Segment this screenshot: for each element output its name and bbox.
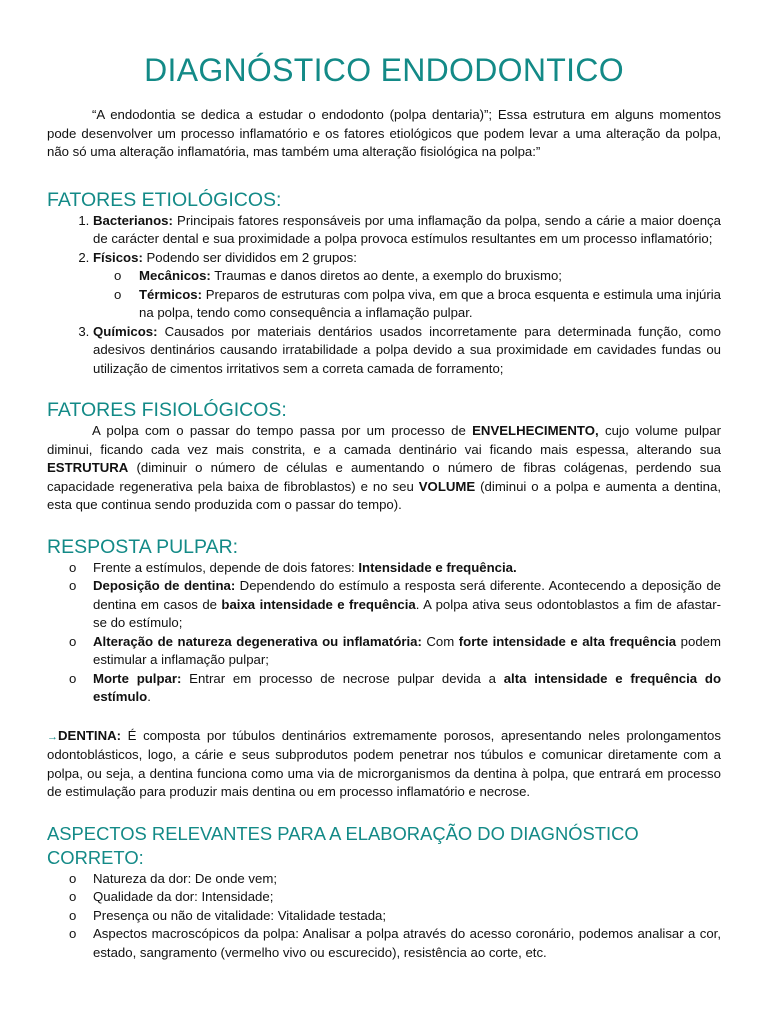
list-item	[93, 249, 721, 323]
bold-term: forte intensidade e alta frequência	[458, 633, 677, 649]
item-label: Bacterianos:	[93, 212, 173, 228]
text-run: (diminuir o número de células e aumentando o número de fibras colágenas, perdendo sua capacidade regenerativa pela baixa de fibroblastos) e no seu	[47, 460, 721, 494]
text-run: . A polpa ativa seus odontoblastos a fim de afastar-se do estímulo;	[93, 596, 721, 630]
item-label: Químicos:	[93, 323, 158, 339]
bullet-icon: o	[69, 907, 77, 923]
item-label: Morte pulpar:	[93, 670, 182, 686]
item-text: Causados por materiais dentários usados incorretamente para determinada função, como adesivos dentinários causando irratabilidade a polpa devido a sua proximidade em cavidades fundas ou utilização de cimentos irritativos sem a correta camada de forramento;	[93, 323, 721, 376]
text-run: É composta por túbulos dentinários extremamente porosos, apresentando neles prolongamentos odontoblásticos, logo, a cárie e seus subprodutos podem penetrar nos túbulos e comunicar diretamente com a polpa, ou seja, a dentina funciona como uma via de microrganismos da dentina à polpa, que entrará em processo de estimulação para produzir mais dentina ou em processo inflamatório e necrose.	[47, 727, 721, 799]
bullet-icon: o	[69, 578, 77, 593]
text-run: Aspectos macroscópicos da polpa: Analisar a polpa através do acesso coronário, podemos analisar a cor, estado, sangramento (vermelho vivo ou escurecido), resistência ao corte, etc.	[93, 926, 721, 960]
text-run: Qualidade da dor: Intensidade;	[93, 889, 274, 904]
list-item	[47, 907, 721, 926]
bullet-icon: o	[69, 926, 77, 941]
arrow-icon: →	[47, 730, 58, 743]
item-label: Físicos:	[93, 249, 143, 265]
list-item	[47, 888, 721, 907]
dentina-paragraph	[47, 727, 721, 802]
text-run: Entrar em processo de necrose pulpar devida a	[181, 670, 504, 686]
text-run: Dependendo do estímulo a resposta será diferente. Acontecendo a deposição de dentina em casos de	[93, 578, 721, 612]
list-item	[47, 633, 721, 670]
item-text: Podendo ser divididos em 2 grupos:	[142, 249, 357, 265]
text-run: Natureza da dor: De onde vem;	[93, 870, 277, 886]
text-run: .	[147, 689, 151, 704]
item-text: Preparos de estruturas com polpa viva, em que a broca esquenta e estimula uma injúria na polpa, tendo como consequência a inflamação pulpar.	[139, 286, 721, 320]
intro-paragraph: “A endodontia se dedica a estudar o endodonto (polpa dentaria)”; Essa estrutura em alguns momentos pode desenvolver um processo inflamatório e os fatores etiológicos que podem levar a uma alteração da polpa, não só uma alteração inflamatória, mas também uma alteração fisiológica na polpa:”	[47, 107, 721, 159]
text-run: Com	[421, 633, 459, 649]
document-page	[47, 0, 721, 962]
list-item	[47, 925, 721, 962]
item-label: DENTINA:	[58, 727, 122, 743]
text-run: (diminui o a polpa e aumenta a dentina, esta que continua sendo produzida com o passar do tempo).	[47, 478, 721, 512]
list-item	[47, 577, 721, 633]
bullet-icon: o	[114, 268, 122, 283]
bullet-icon: o	[69, 870, 77, 886]
list-item	[47, 870, 721, 889]
item-label: Deposição de dentina:	[93, 578, 236, 593]
heading-etiologicos: FATORES ETIOLÓGICOS:	[47, 188, 282, 211]
item-label: Mecânicos:	[139, 268, 211, 283]
bold-term: Intensidade e frequência.	[358, 559, 517, 575]
bullet-icon: o	[114, 286, 122, 302]
bold-term: alta intensidade e frequência do estímulo	[93, 670, 722, 704]
sub-list-item	[47, 286, 721, 323]
item-label: Térmicos:	[139, 286, 203, 302]
bullet-icon: o	[69, 633, 77, 649]
list-item	[47, 670, 721, 707]
sub-list-item	[47, 267, 721, 286]
heading-aspectos: ASPECTOS RELEVANTES PARA A ELABORAÇÃO DO DIAGNÓSTICO CORRETO:	[47, 822, 639, 868]
item-text: Principais fatores responsáveis por uma inflamação da polpa, sendo a cárie a maior doença de carácter dental e sua proximidade a polpa provoca estímulos resultantes em um processo inflamatório;	[93, 212, 721, 246]
bold-term: ESTRUTURA	[47, 460, 129, 475]
item-label: Alteração de natureza degenerativa ou inflamatória:	[93, 633, 422, 649]
heading-resposta-pulpar: RESPOSTA PULPAR:	[47, 535, 239, 558]
bold-term: baixa intensidade e frequência	[221, 596, 416, 612]
text-run: A polpa com o passar do tempo passa por um processo de	[92, 423, 473, 438]
item-text: Traumas e danos diretos ao dente, a exemplo do bruxismo;	[210, 268, 562, 283]
fisicos-sublist	[47, 267, 721, 323]
bullet-icon: o	[69, 670, 77, 686]
fisiologicos-paragraph	[47, 422, 721, 515]
heading-fisiologicos: FATORES FISIOLÓGICOS:	[47, 399, 287, 421]
resposta-list	[47, 559, 721, 707]
document-title: DIAGNÓSTICO ENDODONTICO	[144, 52, 624, 88]
bullet-icon: o	[69, 889, 77, 904]
bullet-icon: o	[69, 559, 77, 575]
list-item	[93, 212, 721, 249]
list-item	[47, 559, 721, 578]
text-run: Presença ou não de vitalidade: Vitalidade testada;	[93, 907, 387, 923]
etiologicos-list	[47, 212, 721, 379]
bold-term: ENVELHECIMENTO,	[472, 423, 599, 438]
aspectos-list	[47, 870, 721, 963]
text-run: cujo volume pulpar diminui, ficando cada vez mais constrita, e a camada dentinário vai ficando mais espessa, alterando sua	[47, 423, 721, 457]
list-item	[93, 323, 721, 379]
text-run: Frente a estímulos, depende de dois fatores:	[93, 559, 359, 575]
bold-term: VOLUME	[418, 478, 476, 494]
text-run: podem estimular a inflamação pulpar;	[93, 633, 721, 667]
